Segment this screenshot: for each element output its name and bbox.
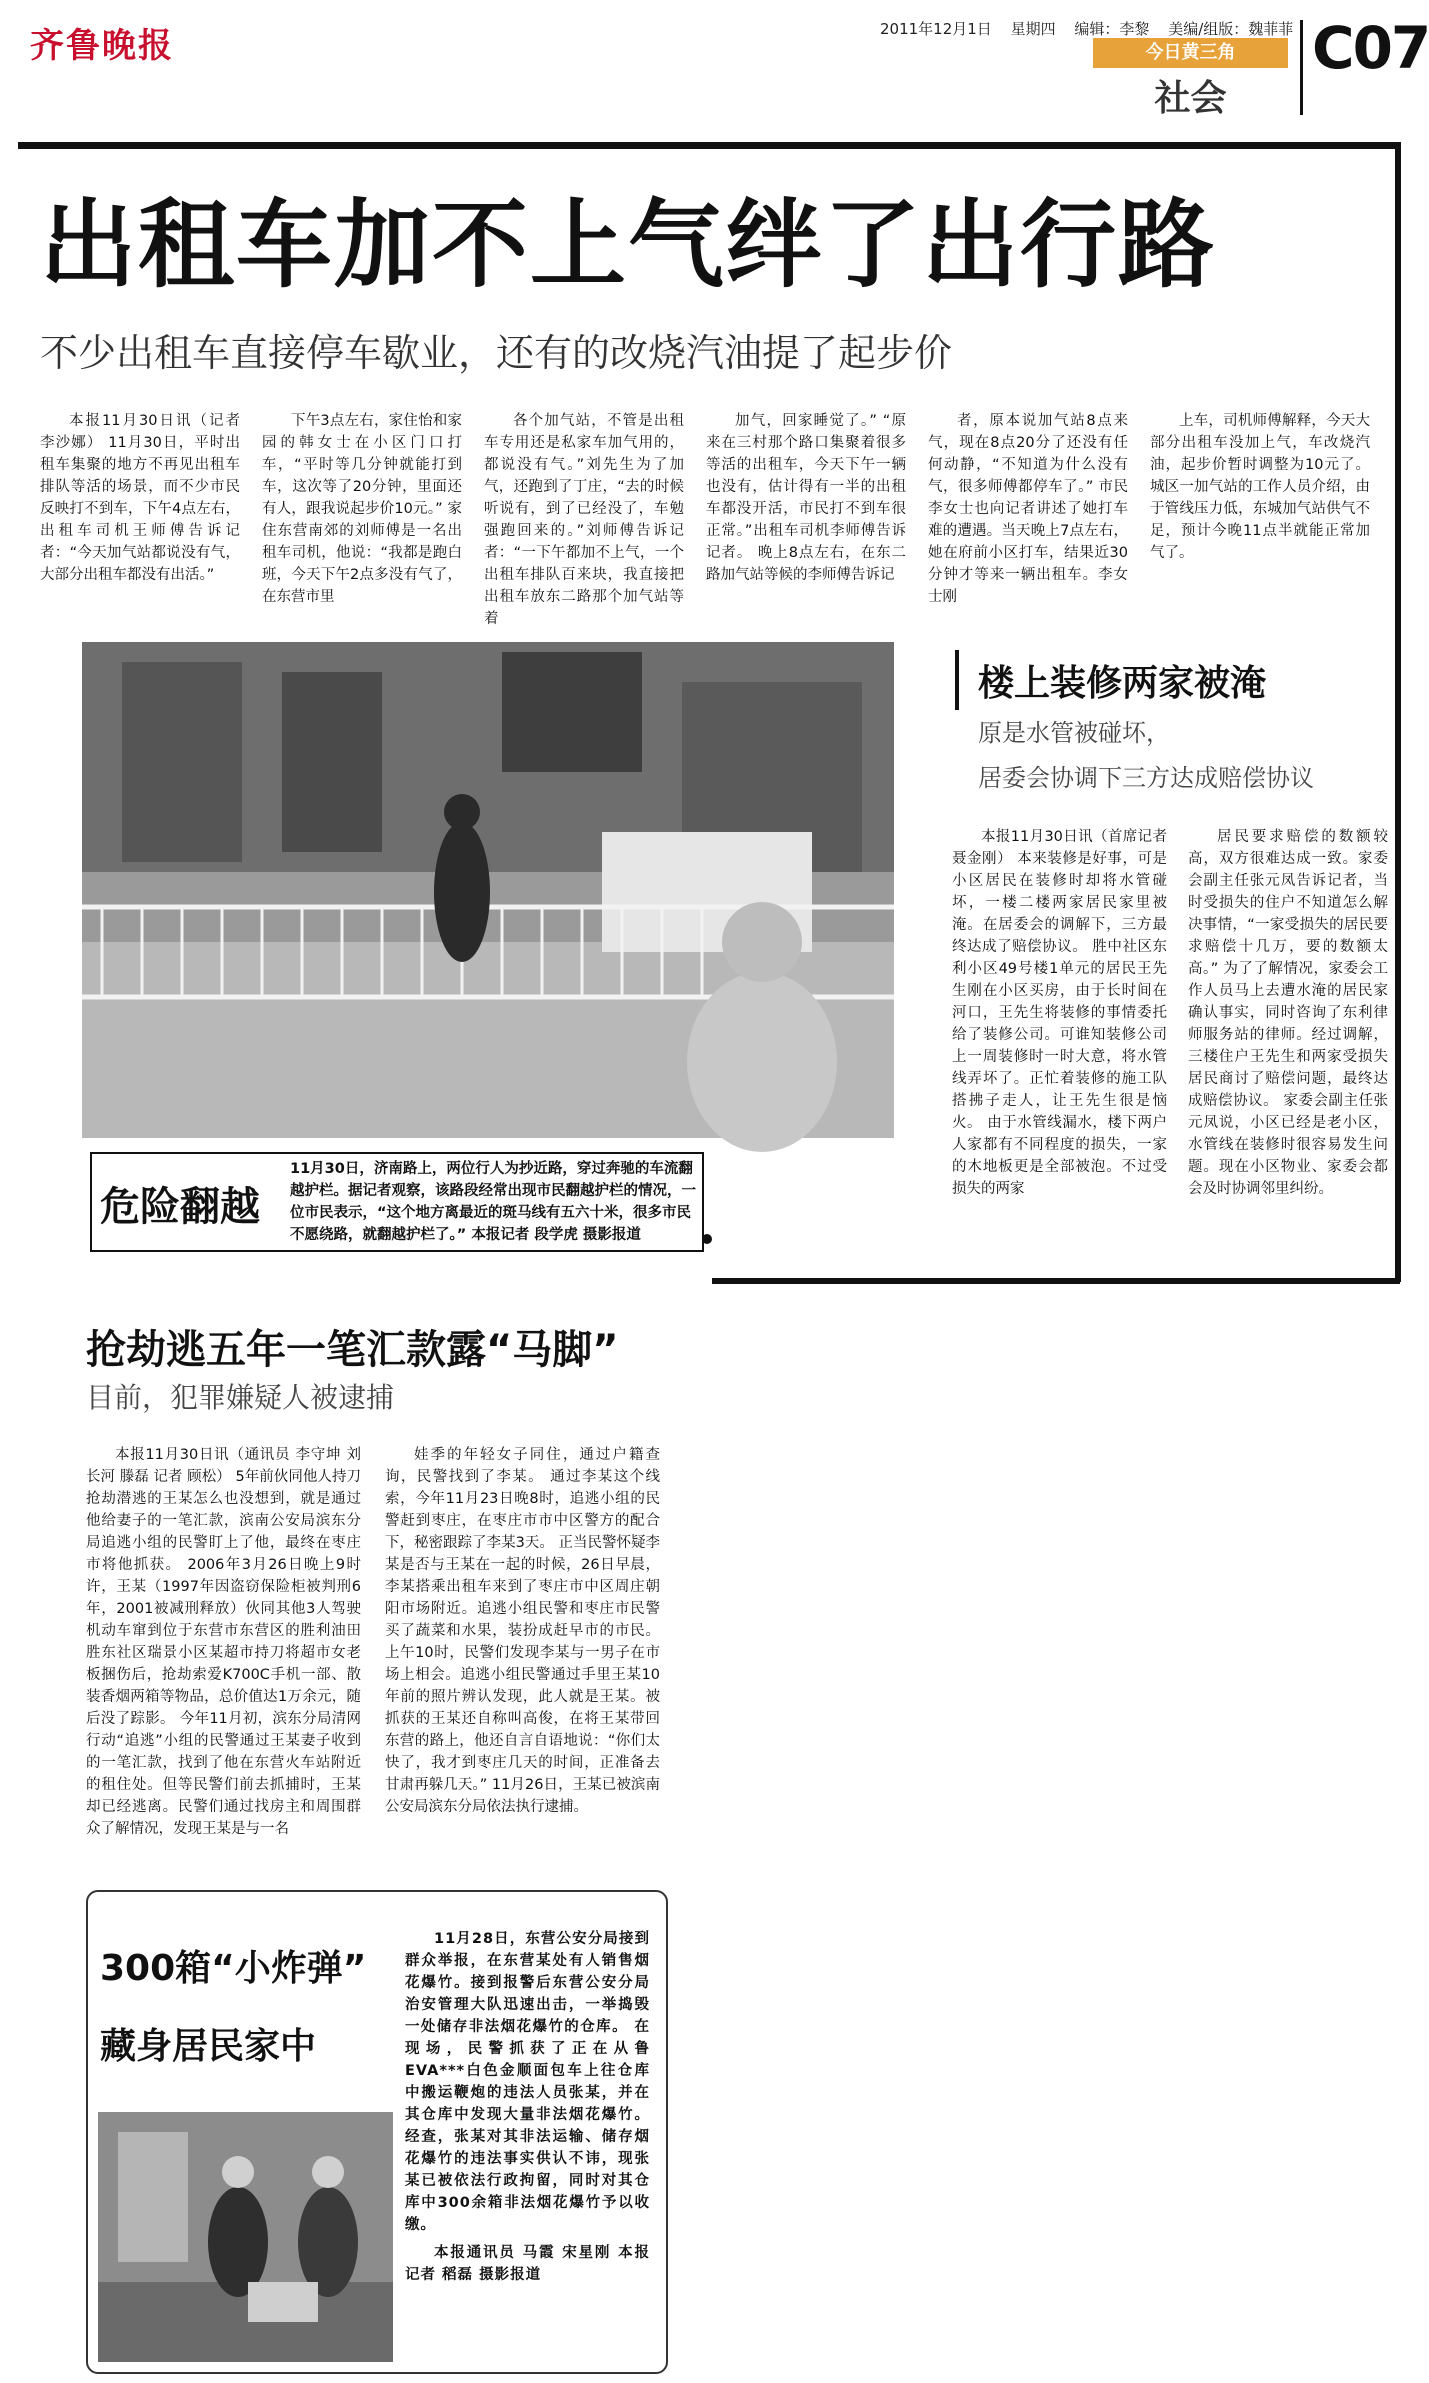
robbery-column-2 xyxy=(385,1444,660,1818)
fireworks-text xyxy=(405,1928,650,2286)
paragraph: 本报11月30日讯（记者 李沙娜） 11月30日，平时出租车集聚的地方不再见出租车排队等活的场景，而不少市民反映打不到车，下午4点左右，出租车司机王师傅告诉记者：“今天加气站都说没有气，大部分出租车都没有出活。” xyxy=(40,413,240,583)
robbery-column-1 xyxy=(86,1444,361,1840)
paragraph: 娃季的年轻女子同住，通过户籍查询，民警找到了李某。 通过李某这个线索，今年11月23日晚8时，追逃小组的民警赶到枣庄，在枣庄市市中区警方的配合下，秘密跟踪了李某3天。 正当民警怀疑李某是否与王某在一起的时候，26日早晨，李某搭乘出租车来到了枣庄市中区周庄朝阳市场附近。追逃小组民警和枣庄市民警买了蔬菜和水果，装扮成赶早市的市民。上午10时，民警们发现李某与一男子在市场上相会。追逃小组民警通过手里王某10年前的照片辨认发现，此人就是王某。被抓获的王某还自称叫高俊，在将王某带回东营的路上，他还自言自语地说：“你们太快了，我才到枣庄几天的时间，正准备去甘肃再躲几天。” 11月26日，王某已被滨南公安局滨东分局依法执行逮捕。 xyxy=(385,1447,660,1815)
lead-column-6 xyxy=(1150,410,1370,564)
lead-column-3 xyxy=(484,410,684,630)
side-story-title: 楼上装修两家被淹 xyxy=(978,663,1267,704)
side-story-subtitle-1: 原是水管被碰坏， xyxy=(978,719,1170,747)
photo-caption-text: 11月30日，济南路上，两位行人为抄近路，穿过奔驰的车流翻越护栏。据记者观察，该路段经常出现市民翻越护栏的情况，一位市民表示，“这个地方离最近的斑马线有五六十米，很多市民不愿绕路，就翻越护栏了。” 本报记者 段学虎 摄影报道 xyxy=(290,1161,696,1243)
caption-dot xyxy=(702,1234,712,1244)
side-story-subtitle-2: 居委会协调下三方达成赔偿协议 xyxy=(978,764,1314,792)
masthead-divider xyxy=(1300,20,1303,115)
fireworks-title-2: 藏身居民家中 xyxy=(100,2026,317,2067)
right-rule xyxy=(1395,142,1401,1282)
paragraph: 各个加气站，不管是出租车专用还是私家车加气用的，都说没有气。”刘先生为了加气，还跑到了丁庄，“去的时候听说有，到了已经没了，车勉强跑回来的。”刘师傅告诉记者：“一下午都加不上气，一个出租车排队百来块，我直接把出租车放东二路那个加气站等着 xyxy=(484,413,684,627)
robbery-subtitle: 目前，犯罪嫌疑人被逮捕 xyxy=(86,1381,395,1414)
robbery-title: 抢劫逃五年一笔汇款露“马脚” xyxy=(86,1327,619,1373)
section-tag: 今日黄三角 xyxy=(1093,38,1288,68)
side-story-marker xyxy=(955,650,959,710)
lead-column-1 xyxy=(40,410,240,586)
issue-date: 2011年12月1日 xyxy=(880,20,992,38)
photo-feature-title: 危险翻越 xyxy=(100,1184,260,1230)
street-photo xyxy=(82,642,894,1138)
street-photo-image xyxy=(82,642,894,1138)
side-story-column-2 xyxy=(1188,826,1388,1200)
paragraph: 者，原本说加气站8点来气，现在8点20分了还没有任何动静，“不知道为什么没有气，很多师傅都停车了。” 市民李女士也向记者讲述了她打车难的遭遇。当天晚上7点左右，她在府前小区打车，结果近30分钟才等来一辆出租车。李女士刚 xyxy=(928,413,1128,605)
paragraph: 本报11月30日讯（通讯员 李守坤 刘长河 滕磊 记者 顾松） 5年前伙同他人持刀抢劫潜逃的王某怎么也没想到，就是通过他给妻子的一笔汇款，滨南公安局滨东分局追逃小组的民警盯上了他，最终在枣庄市将他抓获。 2006年3月26日晚上9时许，王某（1997年因盗窃保险柜被判刑6年，2001被减刑释放）伙同其他3人驾驶机动车窜到位于东营市东营区的胜利油田胜东社区瑞景小区某超市持刀将超市女老板捆伤后，抢劫索爱K700C手机一部、散装香烟两箱等物品，总价值达1万余元，随后没了踪影。 今年11月初，滨东分局清网行动“追逃”小组的民警通过王某妻子收到的一笔汇款，找到了他在东营火车站附近的租住处。但等民警们前去抓捕时，王某却已经逃离。民警们通过找房主和周围群众了解情况，发现王某是与一名 xyxy=(86,1447,361,1837)
paragraph: 居民要求赔偿的数额较高，双方很难达成一致。家委会副主任张元凤告诉记者，当时受损失的住户不知道怎么解决事情，“一家受损失的居民要求赔偿十几万，要的数额太高。” 为了了解情况，家委会工作人员马上去遭水淹的居民家确认事实，同时咨询了东利律师服务站的律师。经过调解，三楼住户王先生和两家受损失居民商讨了赔偿问题，最终达成赔偿协议。 家委会副主任张元凤说，小区已经是老小区，水管线在装修时很容易发生问题。现在小区物业、家委会都会及时协调邻里纠纷。 xyxy=(1188,829,1388,1197)
fireworks-photo xyxy=(98,2112,393,2362)
paragraph: 11月28日，东营公安分局接到群众举报，在东营某处有人销售烟花爆竹。接到报警后东营公安分局治安管理大队迅速出击，一举捣毁一处储存非法烟花爆竹的仓库。 在现场，民警抓获了正在从鲁EVA***白色金顺面包车上往仓库中搬运鞭炮的违法人员张某，并在其仓库中发现大量非法烟花爆竹。经查，张某对其非法运输、储存烟花爆竹的违法事实供认不讳，现张某已被依法行政拘留，同时对其仓库中300余箱非法烟花爆竹予以收缴。 xyxy=(405,1931,650,2233)
lead-headline: 出租车加不上气绊了出行路 xyxy=(40,189,1216,301)
lead-subhead: 不少出租车直接停车歇业，还有的改烧汽油提了起步价 xyxy=(40,331,953,375)
editor-credit: 编辑：李黎 xyxy=(1074,20,1150,38)
fireworks-title-1: 300箱“小炸弹” xyxy=(100,1948,367,1989)
issue-meta xyxy=(880,18,1307,39)
paragraph: 下午3点左右，家住怡和家园的韩女士在小区门口打车，“平时等几分钟就能打到车，这次等了20分钟，里面还有人，跟我说起步价10元。” 家住东营南郊的刘师傅是一名出租车司机，他说：“我都是跑白班，今天下午2点多没有气了，在东营市里 xyxy=(262,413,462,605)
side-story-column-1 xyxy=(952,826,1167,1200)
newspaper-logo: 齐鲁晚报 xyxy=(30,26,174,66)
lead-column-5 xyxy=(928,410,1128,608)
caption-rule xyxy=(712,1278,1400,1284)
lead-column-2 xyxy=(262,410,462,608)
issue-weekday: 星期四 xyxy=(1010,20,1056,38)
section-name: 社会 xyxy=(1154,78,1227,119)
fireworks-photo-image xyxy=(98,2112,393,2362)
fireworks-credit: 本报通讯员 马霞 宋星刚 本报记者 稻磊 摄影报道 xyxy=(405,2245,650,2283)
top-rule xyxy=(18,142,1401,149)
lead-column-4 xyxy=(706,410,906,586)
paragraph: 本报11月30日讯（首席记者 聂金刚） 本来装修是好事，可是小区居民在装修时却将水管碰坏，一楼二楼两家居民家里被淹。在居委会的调解下，三方最终达成了赔偿协议。 胜中社区东利小区49号楼1单元的居民王先生刚在小区买房，由于长时间在河口，王先生将装修的事情委托给了装修公司。可谁知装修公司上一周装修时一时大意，将水管线弄坏了。正忙着装修的施工队搭拂子走人，让王先生很是恼火。 由于水管线漏水，楼下两户人家都有不同程度的损失，一家的木地板更是全部被泡。不过受损失的两家 xyxy=(952,829,1167,1197)
paragraph: 加气，回家睡觉了。” “原来在三村那个路口集聚着很多等活的出租车，今天下午一辆也没有，估计得有一半的出租车都没开活，市民打不到车很正常。”出租车司机李师傅告诉记者。 晚上8点左右，在东二路加气站等候的李师傅告诉记 xyxy=(706,413,906,583)
page-number: C07 xyxy=(1312,14,1429,82)
designer-credit: 美编/组版：魏菲菲 xyxy=(1168,20,1294,38)
paragraph: 上车，司机师傅解释，今天大部分出租车没加上气，车改烧汽油，起步价暂时调整为10元了。 城区一加气站的工作人员介绍，由于管线压力低，东城加气站供气不足，预计今晚11点半就能正常加气了。 xyxy=(1150,413,1370,561)
